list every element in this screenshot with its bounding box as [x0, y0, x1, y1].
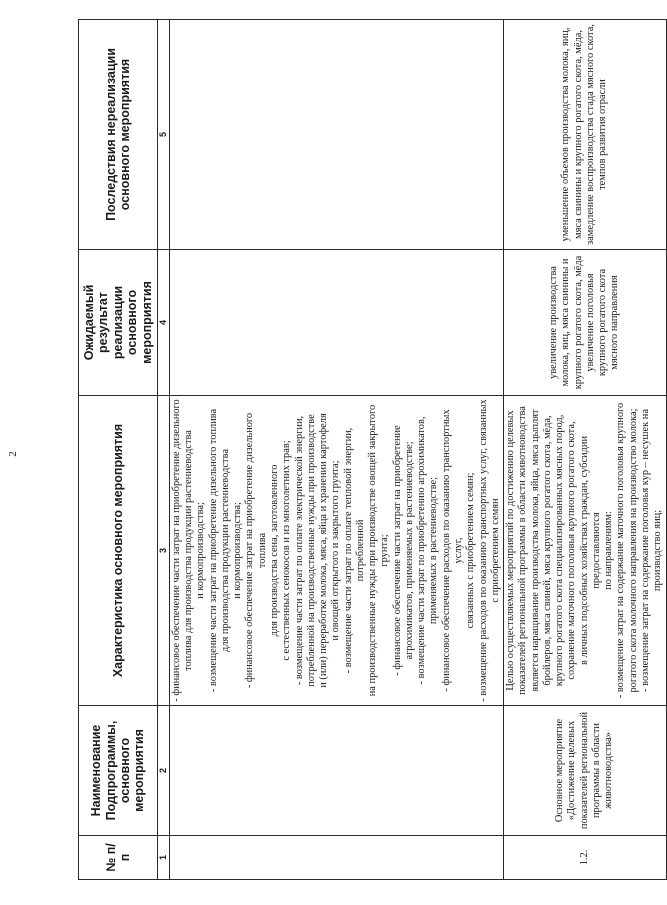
row1-char-line: для производства сена, заготовленного: [269, 464, 280, 637]
row1-char-line: для производства продукции растениеводства: [219, 449, 231, 652]
column-number-row: [157, 20, 169, 880]
row1-char-line: грунта;: [379, 534, 391, 567]
row1-char-line: - возмещение расходов по оказанию транспортных услуг, связанных: [477, 399, 489, 702]
row1-char-line: на производственные нужды при производстве овощей закрытого: [367, 404, 379, 697]
row2-char-line: является наращивание производства молока, яйца, мяса цыплят: [529, 409, 541, 692]
header-name: Наименование Подпрограммы, основного мероприятия: [79, 706, 158, 836]
column-number: 1: [157, 836, 169, 880]
column-number: 5: [157, 20, 169, 250]
row1-char-line: - возмещение части затрат по оплате тепловой энергии, потребленной: [342, 427, 366, 674]
row1-char-line: топлива для производства продукции растениеводства: [183, 430, 195, 671]
row2-char-line: бройлеров, мяса свиней, мяса крупного рогатого скота, мёда,: [541, 415, 553, 686]
measures-table: [78, 19, 667, 880]
row1-name: [169, 706, 503, 836]
rotated-table-wrapper: [78, 20, 664, 880]
row2-char-line: в личных подсобных хозяйствах граждан, субсидии предоставляются: [578, 435, 602, 666]
row2-char-line: рогатого скота молочного направления на производство молока;: [627, 408, 639, 693]
page-number: 2: [7, 451, 19, 457]
header-expected: Ожидаемый результат реализации основного мероприятия: [79, 250, 158, 396]
row2-char-line: крупного рогатого скота специализированных мясных пород,: [554, 414, 566, 687]
row1-char-line: - возмещение части затрат по оплате электрической энергии,: [293, 415, 305, 686]
column-number: 4: [157, 250, 169, 396]
header-num: № п/п: [79, 836, 158, 880]
row1-char-line: - финансовое обеспечение части затрат на приобретение дизельного: [170, 399, 182, 702]
row2-char-line: производство яиц;: [652, 509, 664, 592]
table-row: [169, 20, 503, 880]
column-number: 3: [157, 396, 169, 706]
row1-char-line: с приобретением семян: [489, 498, 501, 603]
header-characteristic: Характеристика основного мероприятия: [79, 396, 158, 706]
table-row: [504, 20, 666, 880]
row2-expected: увеличение производства молока, яиц, мяса свинины и крупного рогатого скота, мёда увеличение поголовья крупного рогатого скота мясного направления: [504, 250, 666, 396]
column-number: 2: [157, 706, 169, 836]
header-consequences: Последствия нереализации основного мероприятия: [79, 20, 158, 250]
row1-char-line: применяемых в растениеводстве;: [428, 476, 440, 625]
row2-consequences: уменьшение объемов производства молока, яиц, мяса свинины и крупного рогатого скота, мёда, замедление воспроизводства стада мясного скота, темпов развития отрасли: [504, 20, 666, 250]
row2-num: 1.2.: [504, 836, 666, 880]
row2-char-line: - возмещение затрат на содержание поголовья кур – несушек на: [639, 409, 651, 692]
row2-char-line: по направлениям:: [603, 511, 615, 590]
header-row: [79, 20, 158, 880]
row2-char-line: Целью осуществляемых мероприятий по достижению целевых: [505, 410, 517, 691]
row1-characteristic: [169, 396, 503, 706]
row1-char-line: и кормопроизводства;: [195, 502, 207, 599]
row1-char-line: - финансовое обеспечение расходов по оказанию транспортных услуг,: [440, 409, 464, 692]
row2-char-line: - возмещение затрат на содержание маточного поголовья крупного: [615, 402, 627, 699]
row1-expected: [169, 250, 503, 396]
row1-char-line: - финансовое обеспечение части затрат на приобретение: [391, 425, 403, 676]
row1-char-line: и кормопроизводства;: [232, 502, 244, 599]
row1-char-line: связанных с приобретением семян;: [465, 472, 477, 629]
row1-char-line: с естественных сенокосов и из многолетних трав;: [281, 440, 293, 661]
row1-char-line: и (или) переработке молока, мяса, яйца и хранении картофеля: [318, 413, 330, 688]
row1-char-line: - возмещение части затрат по приобретению агрохимикатов,: [416, 416, 428, 685]
row1-num: [169, 836, 503, 880]
row1-char-line: потребленной на производственные нужды при производстве: [305, 414, 317, 687]
row2-char-line: показателей региональной программы в области животноводства: [517, 406, 529, 695]
row1-char-line: - возмещение части затрат на приобретение дизельного топлива: [207, 408, 219, 693]
row2-characteristic: [504, 396, 666, 706]
row1-consequences: [169, 20, 503, 250]
row1-char-line: агрохимикатов, применяемых в растениеводстве;: [403, 441, 415, 660]
row2-char-line: сохранение маточного поголовья крупного рогатого скота,: [566, 421, 578, 680]
row1-char-line: - финансовое обеспечение затрат на приобретение дизельного топлива: [244, 412, 268, 689]
row2-name: Основное мероприятие «Достижение целевых показателей региональной программы в области животноводства»: [504, 706, 666, 836]
row1-char-line: и овощей открытого и закрытого грунта;: [330, 460, 342, 641]
